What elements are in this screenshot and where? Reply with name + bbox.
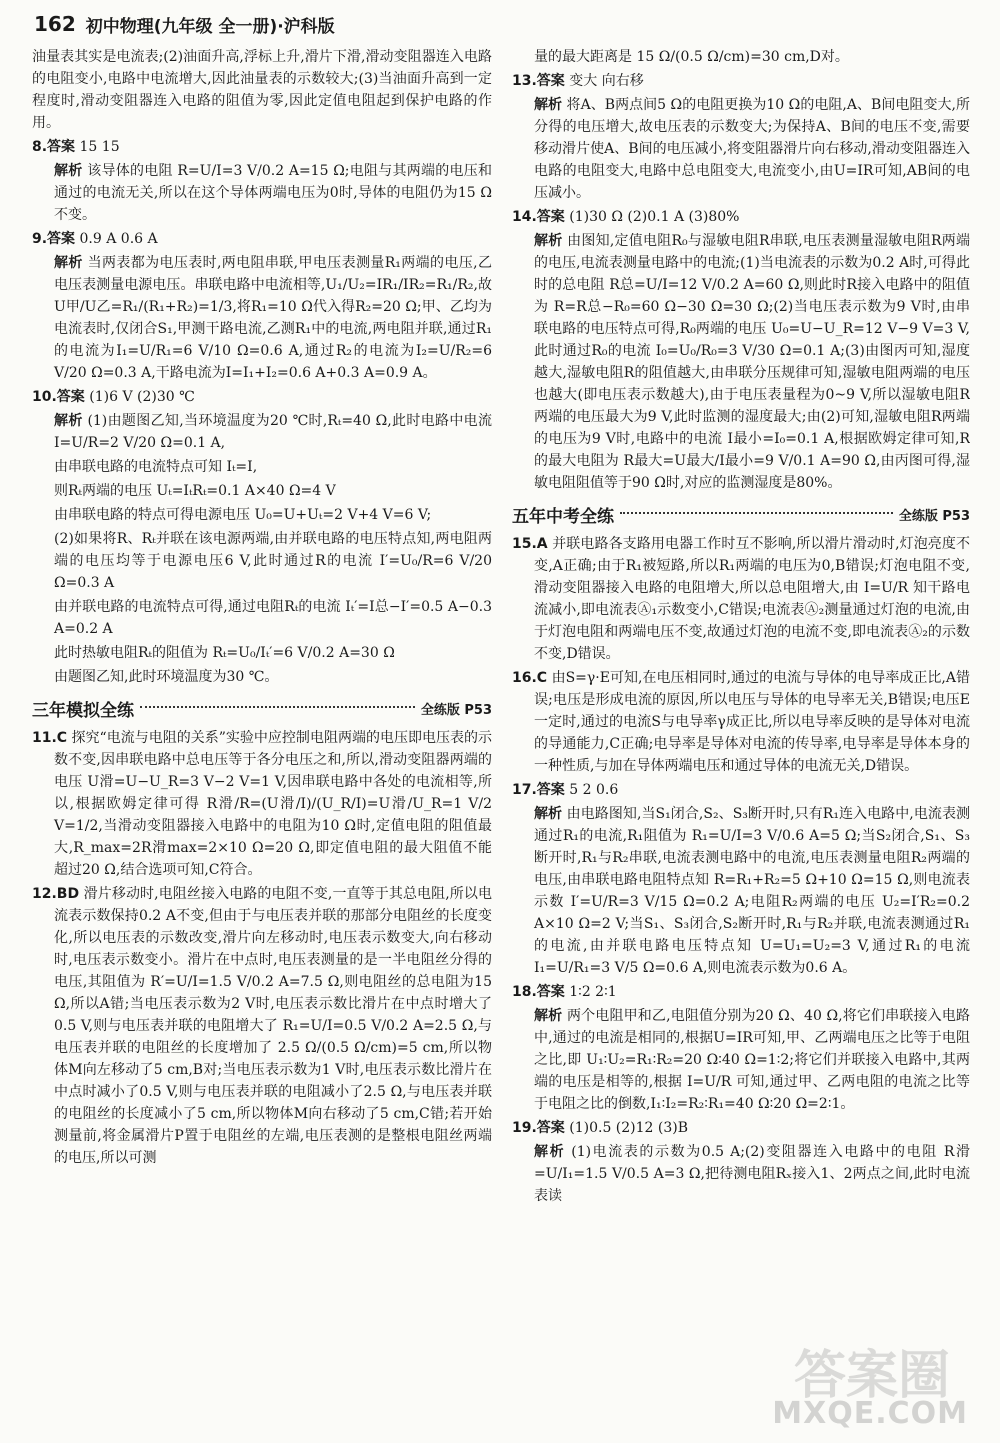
q14-answer	[512, 206, 970, 228]
q19-number: 19.答案	[512, 1120, 565, 1136]
q10-line-1: (1)由题图乙知,当环境温度为20 ℃时,Rₜ=40 Ω,此时电路中电流 I=U/R=2 V/20 Ω=0.1 A,	[54, 413, 492, 451]
q7-continuation: 油量表其实是电流表;(2)油面升高,浮标上升,滑片下滑,滑动变阻器连入电路的电阻变小,电路中电流增大,因此油量表的示数较大;(3)当油面升高到一定程度时,滑动变阻器连入电路的阻值为零,因此定值电阻起到保护电路的作用。	[32, 49, 492, 131]
q15-text: 并联电路各支路用电器工作时互不影响,所以滑片滑动时,灯泡亮度不变,A正确;由于R₁被短路,所以R₁两端的电压为0,B错误;灯泡电阻不变,滑动变阻器接入电路的电阻增大,所以总电阻增大,由 I=U/R 知干路电流减小,即电流表Ⓐ₁示数变小,C错误;电流表Ⓐ₂测量通过灯泡的电流,由于灯泡电阻和两端电压不变,故通过灯泡的电流不变,即电流表Ⓐ₂的示数不变,D错误。	[534, 536, 970, 662]
q10-line-4: 由串联电路的特点可得电源电压 U₀=U+Uₜ=2 V+4 V=6 V;	[54, 507, 432, 523]
q17-explanation-label: 解析	[534, 806, 563, 822]
q14-explanation-text: 由图知,定值电阻R₀与湿敏电阻R串联,电压表测量湿敏电阻R两端的电压,电流表测量电路中的电流;(1)当电流表的示数为0.2 A时,可得此时的总电阻 R总=U/I=12 V/0.2 A=60 Ω,则此时R接入电路中的阻值为 R=R总−R₀=60 Ω−30 Ω=30 Ω;(2)当电压表示数为9 V时,由串联电路的电压特点可得,R₀两端的电压 U₀=U−U_R=12 V−9 V=3 V,此时通过R₀的电流 I₀=U₀/R₀=3 V/30 Ω=0.1 A;(3)由图丙可知,湿度越大,湿敏电阻R的阻值越大,由串联分压规律可知,湿敏电阻两端的电压也越大(即电压表示数越大),由于电压表量程为0~9 V,所以湿敏电阻R两端的电压最大为9 V,此时监测的湿度最大;由(2)可知,湿敏电阻R两端的电压为9 V时,电路中的电流 I最小=I₀=0.1 A,根据欧姆定律可知,R的最大电阻为 R最大=U最大/I最小=9 V/0.1 A=90 Ω,由丙图可得,湿敏电阻阻值等于90 Ω时,对应的监测湿度是80%。	[534, 233, 970, 491]
q17-explanation-text: 由电路图知,当S₁闭合,S₂、S₃断开时,只有R₁连入电路中,电流表测通过R₁的电流,R₁阻值为 R₁=U/I=3 V/0.6 A=5 Ω;当S₂闭合,S₁、S₃断开时,R₁与R₂串联,电流表测电路中的电流,电压表测量电阻R₂两端的电压,由串联电路电阻特点知 R=R₁+R₂=5 Ω+10 Ω=15 Ω,则电流表示数 I′=U/R=3 V/15 Ω=0.2 A;电阻R₂两端的电压 U₂=I′R₂=0.2 A×10 Ω=2 V;当S₁、S₃闭合,S₂断开时,R₁与R₂并联,电流表测通过R₁的电流,由并联电路电压特点知 U=U₁=U₂=3 V,通过R₁的电流 I₁=U/R₁=3 V/5 Ω=0.6 A,则电流表示数为0.6 A。	[534, 806, 970, 976]
q19-explanation-text: (1)电流表的示数为0.5 A;(2)变阻器连入电路中的电阻 R滑=U/I₁=1.5 V/0.5 A=3 Ω,把待测电阻Rₓ接入1、2两点之间,此时电流表读	[534, 1144, 970, 1204]
q16-text: 由S=γ·E可知,在电压相同时,通过的电流与导体的电导率成正比,A错误;电压是形成电流的原因,所以电压与导体的电导率无关,B错误;电压E一定时,通过的电流S与电导率γ成正比,所以电导率反映的是导体对电流的导通能力,C正确;电导率是导体对电流的传导率,电导率是导体本身的一种性质,与加在导体两端电压和通过导体的电流无关,D错误。	[534, 670, 970, 774]
q9-explanation-text: 当两表都为电压表时,两电阻串联,甲电压表测量R₁两端的电压,乙电压表测量电源电压。串联电路中电流相等,U₁/U₂=IR₁/IR₂=R₁/R₂,故U甲/U乙=R₁/(R₁+R₂)=1/3,将R₁=10 Ω代入得R₂=20 Ω;甲、乙均为电流表时,仅闭合S₁,甲测干路电流,乙测R₁中的电流,两电阻并联,通过R₁的电流为I₁=U/R₁=6 V/10 Ω=0.6 A,通过R₂的电流为I₂=U/R₂=6 V/20 Ω=0.3 A,干路电流为I=I₁+I₂=0.6 A+0.3 A=0.9 A。	[54, 255, 492, 381]
q13-explanation-text: 将A、B两点间5 Ω的电阻更换为10 Ω的电阻,A、B间电阻变大,所分得的电压增大,故电压表的示数变大;为保持A、B间的电压不变,需要移动滑片使A、B间的电压减小,将变阻器滑片向右移动,滑动变阻器连入电路的电阻变大,电路中总电阻变大,电流变小,由U=IR可知,AB间的电压减小。	[534, 97, 970, 201]
q14-answer-text: (1)30 Ω (2)0.1 A (3)80%	[569, 209, 740, 225]
q14-explanation	[512, 230, 970, 494]
q19-explanation	[512, 1141, 970, 1207]
q10-line-3: 则Rₜ两端的电压 Uₜ=IₜRₜ=0.1 A×40 Ω=4 V	[54, 483, 336, 499]
q18-explanation-label: 解析	[534, 1008, 563, 1024]
q14-explanation-label: 解析	[534, 233, 563, 249]
q9-number: 9.答案	[32, 231, 76, 247]
q10-number: 10.答案	[32, 389, 85, 405]
q10-line-2: 由串联电路的电流特点可知 Iₜ=I,	[54, 459, 258, 475]
q19-explanation-label: 解析	[534, 1144, 566, 1160]
q18-explanation	[512, 1005, 970, 1115]
q8-answer	[32, 136, 492, 158]
left-column	[32, 46, 492, 1429]
q11-number: 11.C	[32, 730, 68, 746]
q10-explanation	[32, 410, 492, 454]
q15	[512, 533, 970, 665]
q18-answer-text: 1∶2 2∶1	[569, 984, 617, 1000]
q12	[32, 883, 492, 1169]
q13-answer	[512, 70, 970, 92]
q18-explanation-text: 两个电阻甲和乙,电阻值分别为20 Ω、40 Ω,将它们串联接入电路中,通过的电流是相同的,根据U=IR可知,甲、乙两端电压之比等于电阻之比,即 U₁∶U₂=R₁∶R₂=20 Ω∶40 Ω=1∶2;将它们并联接入电路中,其两端的电压是相等的,根据 I=U/R 可知,通过甲、乙两电阻的电流之比等于电阻之比的倒数,I₁∶I₂=R₂∶R₁=40 Ω∶20 Ω=2∶1。	[534, 1008, 970, 1112]
right-column	[512, 46, 970, 1429]
q13-answer-text: 变大 向右移	[569, 73, 644, 89]
q19-answer	[512, 1117, 970, 1139]
q11-text: 探究“电流与电阻的关系”实验中应控制电阻两端的电压即电压表的示数不变,因串联电路中总电压等于各分电压之和,所以,滑动变阻器两端的电压 U滑=U−U_R=3 V−2 V=1 V,因串联电路中各处的电流相等,所以,根据欧姆定律可得 R滑/R=(U滑/I)/(U_R/I)=U滑/U_R=1 V/2 V=1/2,当滑动变阻器接入电路中的电阻为10 Ω时,定值电阻的阻值最大,R_max=2R滑max=2×10 Ω=20 Ω,即定值电阻的最大阻值不能超过20 Ω,结合选项可知,C符合。	[54, 730, 492, 878]
q18-answer	[512, 981, 970, 1003]
q12-number: 12.BD	[32, 886, 80, 902]
watermark-logo	[750, 1325, 980, 1435]
q10-line-5: (2)如果将R、Rₜ并联在该电源两端,由并联电路的电压特点知,两电阻两端的电压均等于电源电压6 V,此时通过R的电流 I′=U₀/R=6 V/20 Ω=0.3 A	[54, 531, 492, 591]
q13-explanation-label: 解析	[534, 97, 563, 113]
watermark-text: 答案圈	[793, 1346, 950, 1406]
q18-number: 18.答案	[512, 984, 565, 1000]
q10-line-8: 由题图乙知,此时环境温度为30 ℃。	[54, 669, 279, 685]
q11	[32, 727, 492, 881]
q17-answer	[512, 779, 970, 801]
q10-line-7: 此时热敏电阻Rₜ的阻值为 Rₜ=U₀/Iₜ′=6 V/0.2 A=30 Ω	[54, 645, 395, 661]
q17-explanation	[512, 803, 970, 979]
q16	[512, 667, 970, 777]
section-title: 三年模拟全练	[32, 701, 134, 721]
book-title: 初中物理(九年级 全一册)·沪科版	[85, 16, 335, 37]
q16-number: 16.C	[512, 670, 548, 686]
q10-explanation-label: 解析	[54, 413, 83, 429]
section-divider	[620, 512, 893, 514]
section-three-year	[32, 696, 492, 721]
q8-explanation	[32, 160, 492, 226]
q9-answer	[32, 228, 492, 250]
watermark-url: MXQE.COM	[772, 1396, 968, 1431]
q14-number: 14.答案	[512, 209, 565, 225]
q8-number: 8.答案	[32, 139, 76, 155]
q9-explanation	[32, 252, 492, 384]
q17-answer-text: 5 2 0.6	[569, 782, 619, 798]
q13-number: 13.答案	[512, 73, 565, 89]
q12-text: 滑片移动时,电阻丝接入电路的电阻不变,一直等于其总电阻,所以电流表示数保持0.2 A不变,但由于与电压表并联的那部分电阻丝的长度变化,所以电压表的示数改变,滑片向左移动时,电压表示数变大,向右移动时,电压表示数变小。滑片在中点时,电压表测量的是一半电阻丝分得的电压,其阻值为 R′=U/I=1.5 V/0.2 A=7.5 Ω,则电阻丝的总电阻为15 Ω,所以A错;当电压表示数为2 V时,电压表示数比滑片在中点时增大了0.5 V,则与电压表并联的电阻增大了 R₁=U/I=0.5 V/0.2 A=2.5 Ω,与电压表并联的电阻丝的长度增加了 2.5 Ω/(0.5 Ω/cm)=5 cm,所以物体M向左移动了5 cm,B对;当电压表示数为1 V时,电压表示数比滑片在中点时减小了0.5 V,则与电压表并联的电阻减小了2.5 Ω,与电压表并联的电阻丝的长度减小了5 cm,所以物体M向右移动了5 cm,C错;若开始测量前,将金属滑片P置于电阻丝的左端,电压表测的是整根电阻丝两端的电压,所以可测	[54, 886, 492, 1166]
q12-continuation: 量的最大距离是 15 Ω/(0.5 Ω/cm)=30 cm,D对。	[534, 49, 849, 65]
q9-explanation-label: 解析	[54, 255, 83, 271]
q15-number: 15.A	[512, 536, 548, 552]
page-number: 162	[34, 12, 76, 36]
page-header	[34, 8, 970, 40]
q8-explanation-label: 解析	[54, 163, 83, 179]
q8-answer-text: 15 15	[79, 139, 120, 155]
q19-answer-text: (1)0.5 (2)12 (3)B	[569, 1120, 689, 1136]
section-title: 五年中考全练	[512, 507, 614, 527]
section-tag: 全练版 P53	[420, 703, 492, 718]
section-five-year	[512, 502, 970, 527]
q13-explanation	[512, 94, 970, 204]
q10-line-6: 由并联电路的电流特点可得,通过电阻Rₜ的电流 Iₜ′=I总−I′=0.5 A−0.3 A=0.2 A	[54, 599, 492, 637]
q9-answer-text: 0.9 A 0.6 A	[79, 231, 158, 247]
q8-explanation-text: 该导体的电阻 R=U/I=3 V/0.2 A=15 Ω;电阻与其两端的电压和通过的电流无关,所以在这个导体两端电压为0时,导体的电阻仍为15 Ω不变。	[54, 163, 492, 223]
q10-answer	[32, 386, 492, 408]
section-tag: 全练版 P53	[898, 509, 970, 524]
q10-answer-text: (1)6 V (2)30 ℃	[89, 389, 195, 405]
q17-number: 17.答案	[512, 782, 565, 798]
section-divider	[140, 706, 415, 708]
